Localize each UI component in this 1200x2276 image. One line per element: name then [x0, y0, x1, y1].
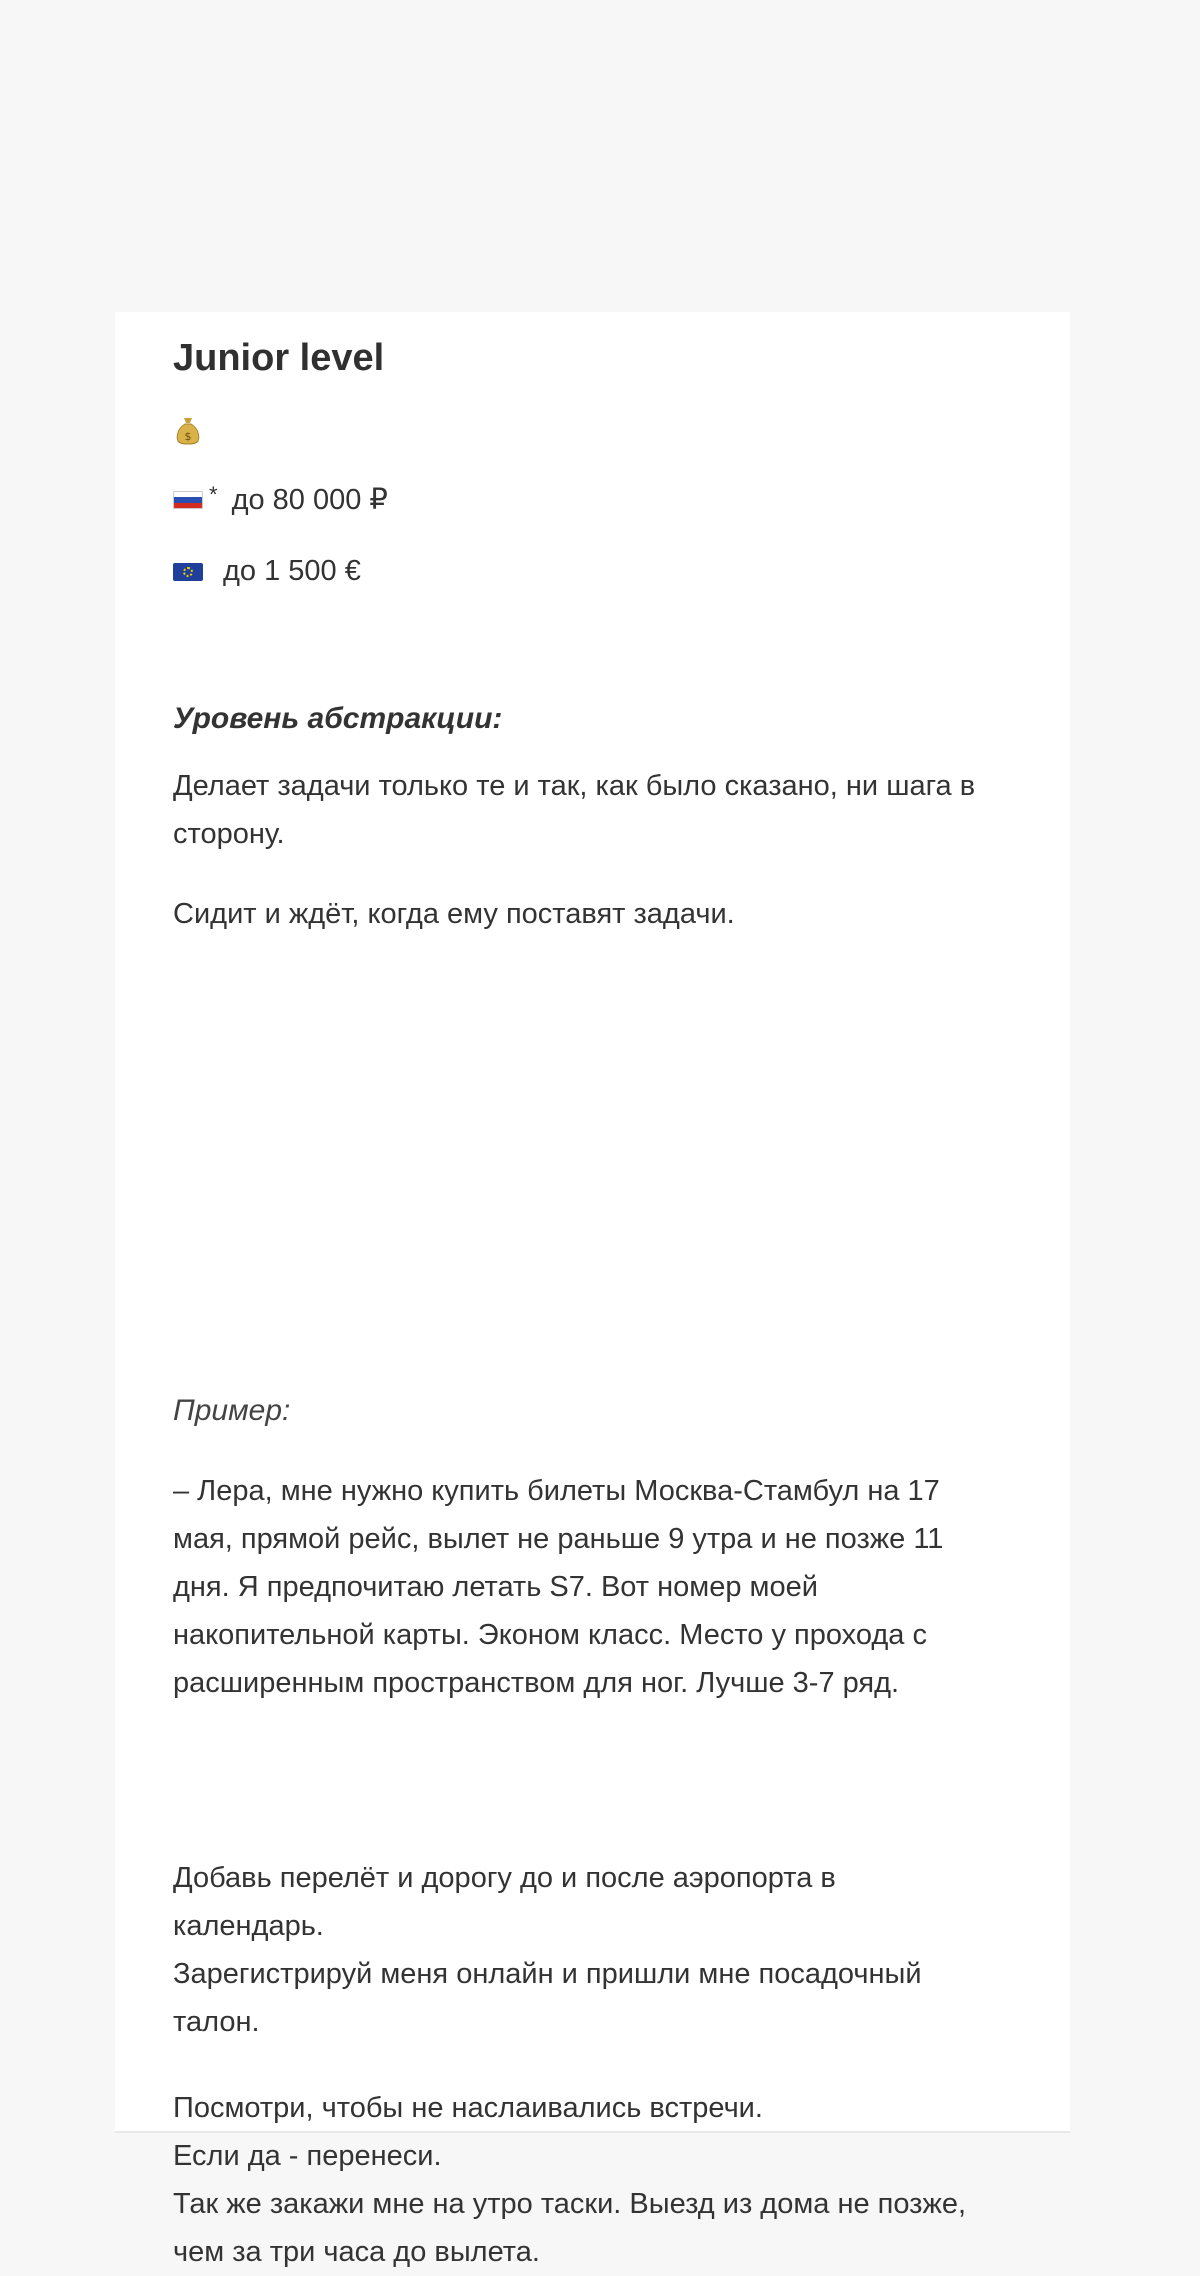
example-paragraph-2-line-1: Добавь перелёт и дорогу до и после аэропорта в календарь. [173, 1862, 836, 1942]
page-title: Junior level [173, 337, 385, 379]
money-bag-icon [175, 416, 201, 446]
eu-flag-icon [173, 563, 203, 581]
abstraction-heading: Уровень абстракции: [173, 702, 503, 735]
content-card [115, 312, 1070, 2268]
salary-russia-text: до 80 000 ₽ [231, 484, 388, 516]
footnote-mark: * [209, 481, 218, 507]
svg-text:$: $ [184, 430, 192, 443]
example-paragraph-3 [173, 2084, 993, 2276]
russia-flag-icon [173, 491, 203, 509]
salary-eu-row [173, 555, 361, 588]
example-paragraph-2 [173, 1854, 993, 2046]
example-paragraph-2-line-2: Зарегистрируй меня онлайн и пришли мне посадочный талон. [173, 1958, 922, 2038]
salary-eu-text: до 1 500 € [223, 555, 361, 587]
example-label: Пример: [173, 1394, 291, 1427]
example-paragraph-1: – Лера, мне нужно купить билеты Москва-Стамбул на 17 мая, прямой рейс, вылет не раньше 9 утра и не позже 11 дня. Я предпочитаю летать S7. Вот номер моей накопительной карты. Эконом класс. Место у прохода с расширенным пространством для ног. Лучше 3-7 ряд. [173, 1475, 944, 1699]
abstraction-paragraph-1: Делает задачи только те и так, как было сказано, ни шага в сторону. [173, 770, 976, 850]
example-paragraph-3-line-2: Если да - перенеси. [173, 2140, 442, 2172]
example-paragraph-3-line-3: Так же закажи мне на утро таски. Выезд из дома не позже, чем за три часа до вылета. [173, 2188, 967, 2268]
abstraction-paragraph-2: Сидит и ждёт, когда ему поставят задачи. [173, 898, 735, 930]
example-paragraph-3-line-1: Посмотри, чтобы не наслаивались встречи. [173, 2092, 763, 2124]
salary-russia-row [173, 482, 388, 517]
